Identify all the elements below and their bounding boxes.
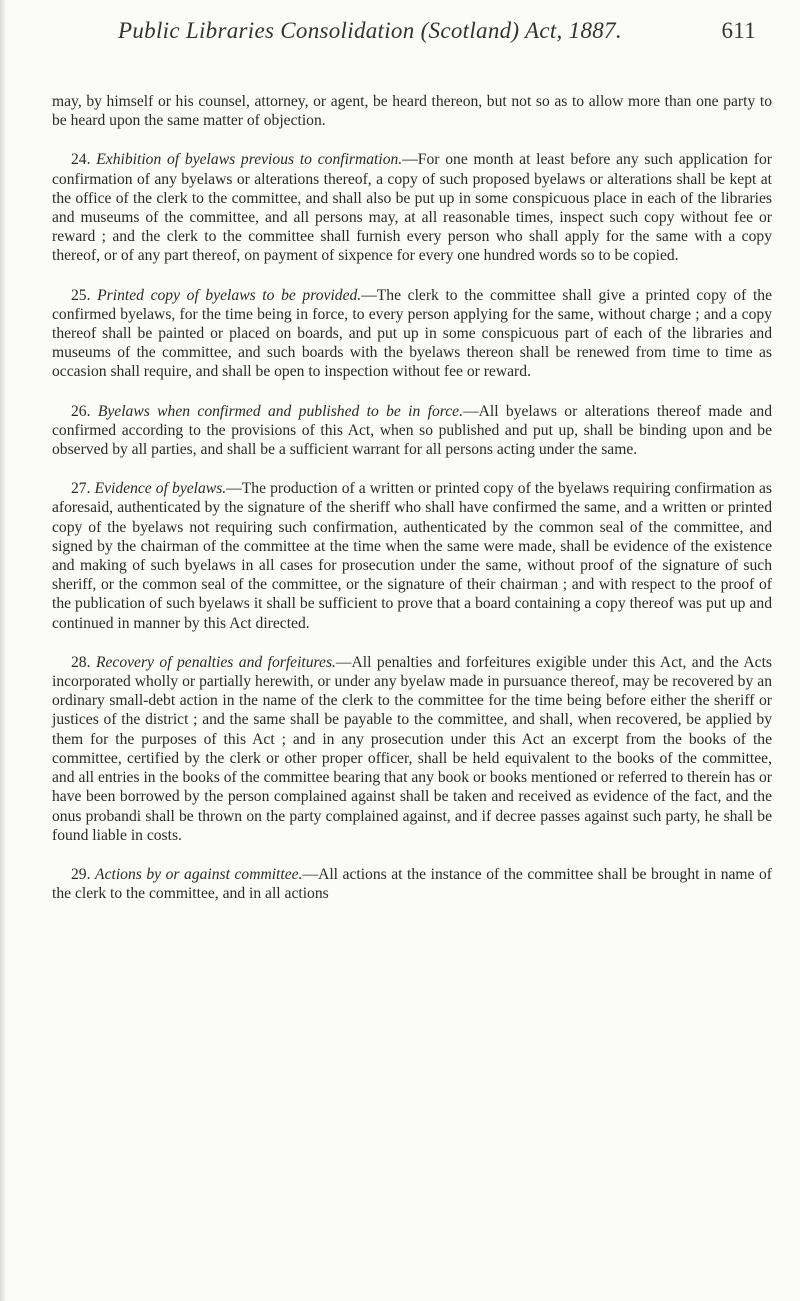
section-28 (52, 653, 772, 845)
section-text: —For one month at least before any such application for confirmation of any byelaws or alterations thereof, a copy of such proposed byelaws or alterations shall be kept at the office of the clerk to the committee, and shall also be put up in some conspicuous place in each of the libraries and museums of the committee, and all persons may, at all reasonable times, inspect such copy without fee or reward ; and the clerk to the committee shall furnish every person who shall apply for the same with a copy thereof, or of any part thereof, on payment of sixpence for every one hundred words so to be copied. (52, 151, 772, 265)
section-27 (52, 479, 772, 633)
running-title: Public Libraries Consolidation (Scotland) Act, 1887. (118, 18, 622, 43)
section-title: Actions by or against committee. (95, 865, 303, 883)
running-head (118, 18, 768, 58)
body-text (52, 92, 772, 923)
section-title: Recovery of penalties and forfeitures. (95, 653, 336, 671)
section-number: 29. (71, 865, 91, 883)
section-number: 26. (71, 402, 91, 420)
section-text: —All byelaws or alterations thereof made and confirmed according to the provisions of this Act, when so published and put up, shall be binding upon and be observed by all parties, and shall be a sufficient warrant for all persons acting under the same. (52, 402, 772, 459)
section-title: Printed copy of byelaws to be provided. (97, 286, 362, 304)
section-text: —All actions at the instance of the committee shall be brought in name of the clerk to the committee, and in all actions (52, 865, 772, 903)
section-26 (52, 402, 772, 460)
section-title: Exhibition of byelaws previous to confirmation. (96, 151, 403, 169)
section-24 (52, 150, 772, 265)
continuation-paragraph: may, by himself or his counsel, attorney, or agent, be heard thereon, but not so as to allow more than one party to be heard upon the same matter of objection. (52, 93, 772, 130)
section-number: 25. (71, 286, 91, 304)
section-title: Evidence of byelaws. (94, 480, 227, 498)
section-text: —All penalties and forfeitures exigible under this Act, and the Acts incorporated wholly or partially herewith, or under any byelaw made in pursuance thereof, may be recovered by an ordinary small-debt action in the name of the clerk to the committee for the time being before either the sheriff or justices of the district ; and the same shall be payable to the committee, and shall, when recovered, be applied by them for the purposes of this Act ; and in any prosecution under this Act an excerpt from the books of the committee, certified by the clerk or other proper officer, shall be held equivalent to the books of the committee, and all entries in the books of the committee bearing that any book or books mentioned or referred to therein has or have been borrowed by the person complained against shall be taken and received as evidence of the fact, and the onus probandi shall be thrown on the party complained against, and if decree passes against such party, he shall be found liable in costs. (52, 653, 773, 844)
binding-shadow (0, 0, 6, 1301)
section-number: 28. (71, 653, 91, 671)
section-29 (52, 865, 772, 903)
section-title: Byelaws when confirmed and published to be in force. (97, 402, 463, 420)
section-number: 24. (71, 151, 91, 169)
section-text: —The production of a written or printed copy of the byelaws requiring confirmation as aforesaid, authenticated by the signature of the sheriff who shall have confirmed the same, and a written or printed copy of the byelaws not requiring such confirmation, authenticated by the common seal of the committee, and signed by the chairman of the committee at the time when the same were made, shall be evidence of the existence and making of such byelaws in all cases for prosecution under the same, without proof of the signature of such sheriff, or the common seal of the committee, or the signature of their chairman ; and with respect to the proof of the publication of such byelaws it shall be sufficient to prove that a board containing a copy thereof was put up and continued in manner by this Act directed. (52, 480, 773, 632)
section-text: —The clerk to the committee shall give a printed copy of the confirmed byelaws, for the time being in force, to every person applying for the same, without charge ; and a copy thereof shall be painted or placed on boards, and put up in some conspicuous part of each of the libraries and museums of the committee, and such boards with the byelaws thereon shall be renewed from time to time as occasion shall require, and shall be open to inspection without fee or reward. (52, 286, 772, 381)
section-25 (52, 286, 772, 382)
page-number: 611 (721, 18, 756, 43)
section-number: 27. (71, 480, 91, 498)
